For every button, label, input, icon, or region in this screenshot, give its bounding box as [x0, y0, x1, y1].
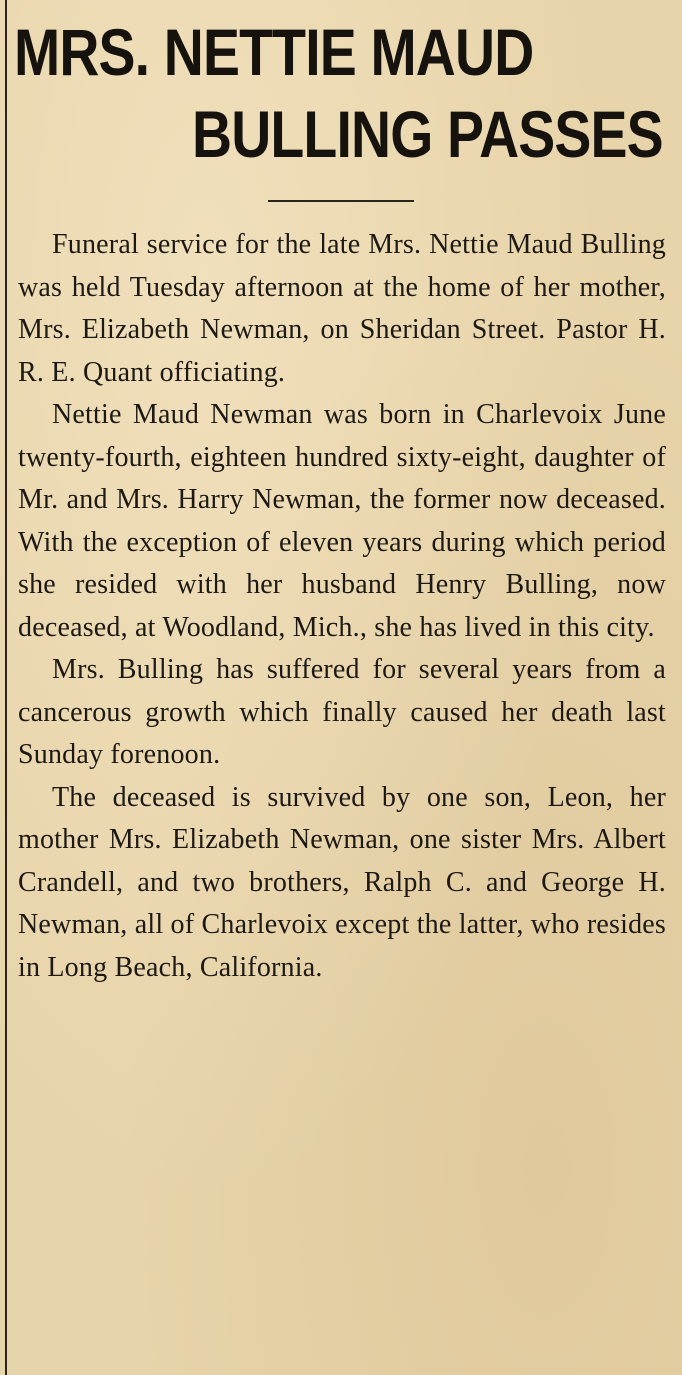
paragraph-biography: Nettie Maud Newman was born in Charlevoix June twenty-fourth, eighteen hundred sixty-eight, daughter of Mr. and Mrs. Harry Newman, the former now deceased. With the exception of eleven years during which period she resided with her husband Henry Bulling, now deceased, at Woodland, Mich., she has lived in this city.	[18, 399, 666, 643]
headline-divider	[268, 200, 414, 202]
paragraph-survivors: The deceased is survived by one son, Leon, her mother Mrs. Elizabeth Newman, one sister Mrs. Albert Crandell, and two brothers, Ralph C. and George H. Newman, all of Charlevoix except the latter, who resides in Long Beach, California.	[18, 781, 666, 983]
headline-line-1: MRS. NETTIE MAUD	[14, 15, 534, 89]
paragraph-illness: Mrs. Bulling has suffered for several years from a cancerous growth which finally caused her death last Sunday forenoon.	[18, 654, 666, 770]
headline-line-2: BULLING PASSES	[192, 97, 663, 171]
paragraph-funeral-service: Funeral service for the late Mrs. Nettie Maud Bulling was held Tuesday afternoon at the home of her mother, Mrs. Elizabeth Newman, on Sheridan Street. Pastor H. R. E. Quant officiating.	[18, 229, 666, 388]
article-body	[18, 224, 666, 989]
column-rule	[5, 0, 7, 1375]
